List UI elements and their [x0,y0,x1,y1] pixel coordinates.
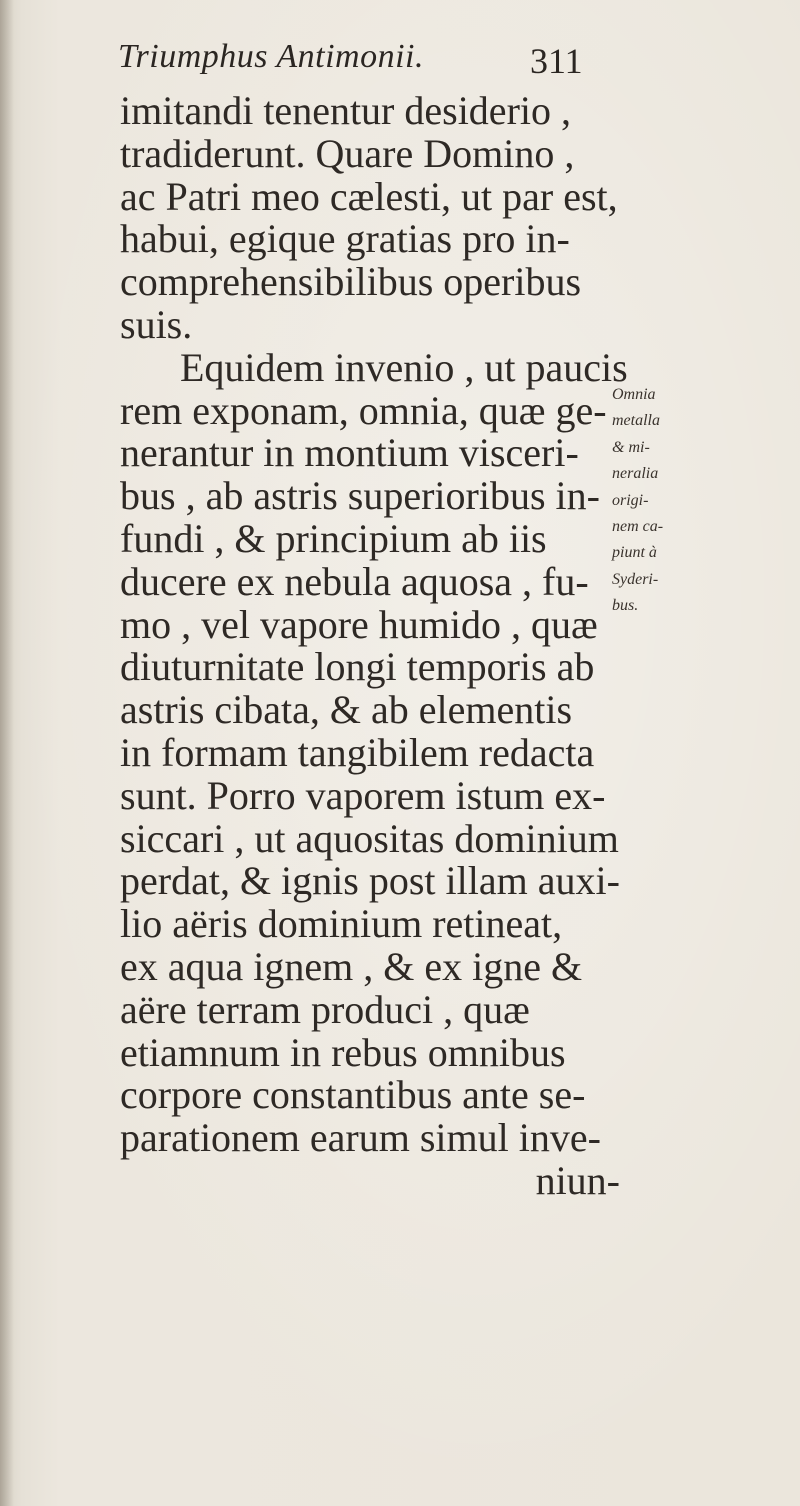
text-line: aëre terram produci , quæ [120,986,530,1032]
margin-note-line: bus. [612,597,639,615]
text-line: in formam tangibilem redacta [120,729,595,775]
page-number: 311 [530,41,583,81]
text-line: sunt. Porro vaporem istum ex- [120,772,606,818]
text-line: ex aqua ignem , & ex igne & [120,943,583,989]
text-line: astris cibata, & ab elementis [120,687,573,733]
text-line: nerantur in montium visceri- [120,430,579,476]
text-line: siccari , ut aquositas dominium [120,815,619,861]
margin-note-line: origi- [612,491,649,509]
text-line: corpore constantibus ante se- [120,1072,586,1118]
text-line: rem exponam, omnia, quæ ge- [120,387,607,433]
text-line: comprehensibilibus operibus [120,259,582,305]
text-line: suis. [120,301,193,347]
margin-note-line: Omnia [612,386,656,403]
paragraph-start-line: Equidem invenio , ut paucis [180,344,628,390]
margin-note-line: piunt à [612,544,657,562]
margin-note-line: neralia [612,465,659,483]
running-title: Triumphus Antimonii. [118,38,424,75]
text-line: habui, egique gratias pro in- [120,216,570,262]
text-line: ducere ex nebula aquosa , fu- [120,558,589,604]
margin-note-line: Syderi- [612,570,659,588]
gutter-shadow [0,0,14,1506]
margin-note-line: nem ca- [612,517,664,535]
text-line: imitandi tenentur desiderio , [120,88,571,133]
text-line: lio aëris dominium retineat, [120,901,563,947]
text-line: parationem earum simul inve- [120,1115,601,1161]
text-line: diuturnitate longi temporis ab [120,644,595,690]
text-line: etiamnum in rebus omnibus [120,1029,566,1075]
main-text-block [120,88,628,1203]
margin-note-line: metalla [612,412,660,430]
text-line: bus , ab astris superioribus in- [120,473,600,519]
text-line: perdat, & ignis post illam auxi- [120,858,620,904]
marginal-note [612,382,688,620]
text-line: tradiderunt. Quare Domino , [120,130,575,176]
text-line: mo , vel vapore humido , quæ [120,601,598,647]
margin-note-line: & mi- [612,438,650,456]
text-line: fundi , & principium ab iis [120,515,547,561]
text-line: ac Patri meo cælesti, ut par est, [120,173,618,219]
catchword: niun- [535,1157,620,1203]
